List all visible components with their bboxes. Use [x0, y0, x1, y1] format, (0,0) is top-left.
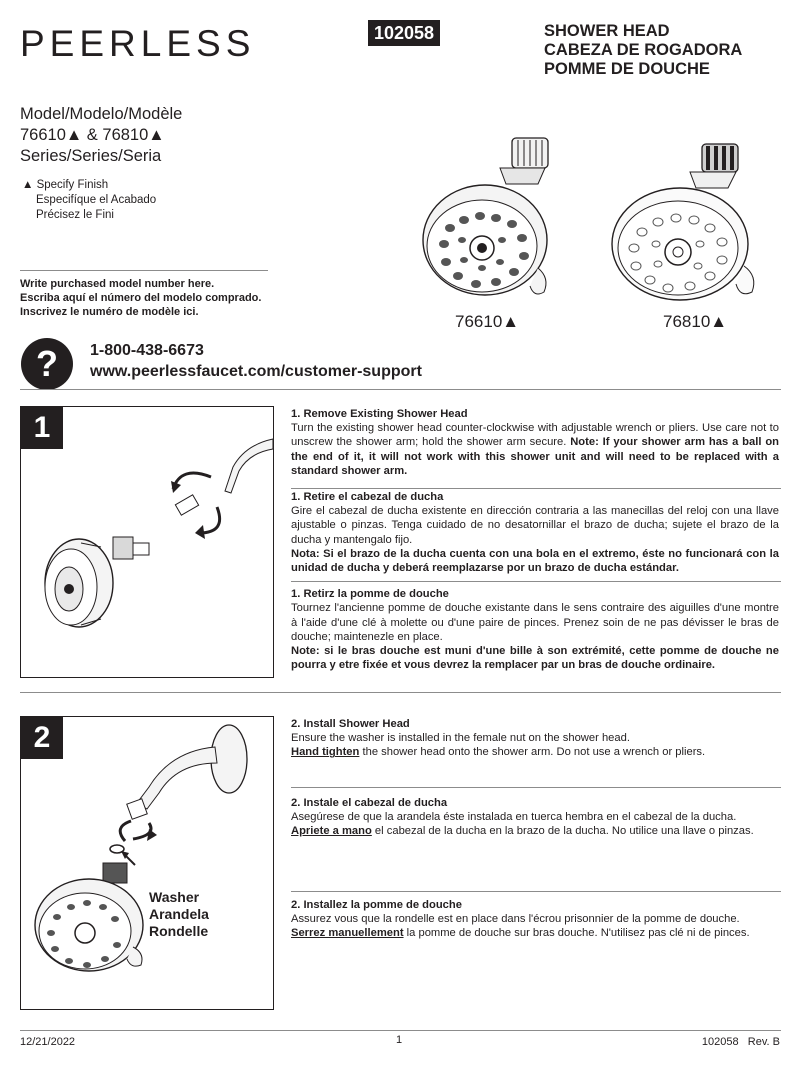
footer-divider [20, 1030, 781, 1031]
step-1-en-body: Turn the existing shower head counter-clockwise with adjustable wrench or pliers. Use care not to unscrew the shower arm; hold the shower arm secure. [291, 422, 779, 449]
step-1-es-body: Gire el cabezal de ducha existente en dirección contraria a las manecillas del reloj con una llave ajustable o pinzas. Tenga cuidado de no desatornillar el brazo de ducha; sujete el brazo de la ducha y mantengalo fijo. [291, 505, 779, 546]
washer-label-fr: Rondelle [149, 923, 209, 939]
step-2-fr-line1: Assurez vous que la rondelle est en place dans l'écrou prisonnier de la pomme de douche. [291, 913, 740, 926]
write-note-en: Write purchased model number here. [20, 278, 215, 290]
support-url[interactable]: www.peerlessfaucet.com/customer-support [90, 363, 422, 380]
title-fr: POMME DE DOUCHE [544, 60, 710, 78]
model-info [20, 104, 182, 167]
step-2-divider-b [291, 891, 781, 892]
section-divider [20, 692, 781, 693]
step-1-en-text [291, 421, 779, 478]
step-1-es-heading: 1. Retire el cabezal de ducha [291, 491, 444, 504]
step-2-en-line1: Ensure the washer is installed in the female nut on the shower head. [291, 732, 630, 745]
section-divider [20, 389, 781, 390]
write-note-es: Escriba aquí el número del modelo comprado. [20, 292, 262, 304]
step-2-fr-rest: la pomme de douche sur bras douche. N'utilisez pas clé ni de pinces. [403, 927, 750, 940]
model-numbers: 76610▲ & 76810▲ [20, 126, 165, 144]
step-2-instructions-es [291, 796, 779, 839]
washer-label-es: Arandela [149, 906, 209, 922]
footer-doc-rev: 102058 Rev. B [701, 1036, 780, 1048]
step-2-en-rest: the shower head onto the shower arm. Do not use a wrench or pliers. [359, 746, 706, 759]
footer-date: 12/21/2022 [20, 1036, 76, 1048]
write-line [20, 270, 268, 271]
finish-fr: Précisez le Fini [36, 209, 114, 221]
model-series: Series/Series/Seria [20, 147, 162, 165]
step-1-divider-b [291, 581, 781, 582]
step-2-es-rest: el cabezal de la ducha en la brazo de la ducha. No utilice una llave o pinzas. [371, 825, 754, 838]
product-label-76610: 76610▲ [455, 312, 520, 331]
step-2-divider-a [291, 787, 781, 788]
footer-page-number: 1 [396, 1034, 403, 1046]
write-note-fr: Inscrivez le numéro de modèle ici. [20, 306, 199, 318]
step-2-instructions-fr [291, 898, 779, 941]
step-1-fr-note: Note: si le bras douche est muni d'une bille à son extrémité, cette pomme de douche ne pourra y etre fixée et vous devrez la remplacer par un bras de douche ordinaire. [291, 645, 779, 672]
step-1-en-heading: 1. Remove Existing Shower Head [291, 408, 468, 420]
step-2-number: 2 [21, 717, 63, 759]
product-label-76810: 76810▲ [663, 312, 728, 331]
step-1-instructions [291, 407, 779, 672]
step-2-illustration [20, 716, 274, 1010]
step-1-illustration [20, 406, 274, 678]
customer-support [90, 340, 422, 382]
step-2-en-heading: 2. Install Shower Head [291, 718, 410, 730]
brand-wordmark: PEERLESS [20, 23, 256, 64]
step-1-divider-a [291, 488, 781, 489]
shower-head-76610-image [420, 128, 570, 303]
finish-en: ▲ Specify Finish [22, 179, 109, 191]
step-2-es-heading: 2. Instale el cabezal de ducha [291, 797, 448, 809]
product-title [544, 22, 794, 79]
step-2-en-emphasis: Hand tighten [291, 746, 360, 759]
step-2-fr-heading: 2. Installez la pomme de douche [291, 899, 462, 911]
step-1-number: 1 [21, 407, 63, 449]
finish-note [22, 178, 156, 223]
step-1-es-note: Nota: Si el brazo de la ducha cuenta con una bola en el extremo, éste no funcionará con la unidad de ducha y deberá reemplazarse por un brazo de ducha estándar. [291, 547, 779, 575]
finish-es: Especifíque el Acabado [36, 194, 157, 206]
washer-label [149, 889, 209, 940]
step-2-en-line2 [291, 745, 779, 759]
step-1-en-note: Note: If your shower arm has a ball on the end of it, it will not work with this shower unit and will need to be replaced with a standard shower arm. [291, 436, 779, 477]
support-phone: 1-800-438-6673 [90, 342, 204, 359]
title-en: SHOWER HEAD [544, 22, 670, 40]
step-1-fr-heading: 1. Retirz la pomme de douche [291, 588, 449, 601]
step-2-fr-line2 [291, 926, 779, 940]
title-es: CABEZA DE ROGADORA [544, 41, 743, 59]
washer-label-en: Washer [149, 889, 200, 905]
step-2-fr-emphasis: Serrez manuellement [291, 927, 404, 940]
shower-head-76810-image [606, 140, 776, 305]
step-1-fr-body: Tournez l'ancienne pomme de douche existante dans le sens contraire des aiguilles d'une montre à l'aide d'une clé à molette ou d'une paire de pinces. Prenez soin de ne pas dévisser le bras de douche; maintenezle en place. [291, 602, 779, 643]
step-2-es-line2 [291, 824, 779, 838]
model-heading: Model/Modelo/Modèle [20, 105, 183, 123]
step-2-es-line1: Asegúrese de que la arandela éste instalada en tuerca hembra en el cabezal de la ducha. [291, 811, 737, 824]
step-2-instructions-en [291, 717, 779, 760]
step-2-es-emphasis: Apriete a mano [291, 825, 372, 838]
help-icon: ? [21, 338, 73, 390]
doc-number-badge: 102058 [368, 20, 440, 46]
peerless-logo [20, 20, 290, 66]
write-model-note [20, 277, 261, 319]
